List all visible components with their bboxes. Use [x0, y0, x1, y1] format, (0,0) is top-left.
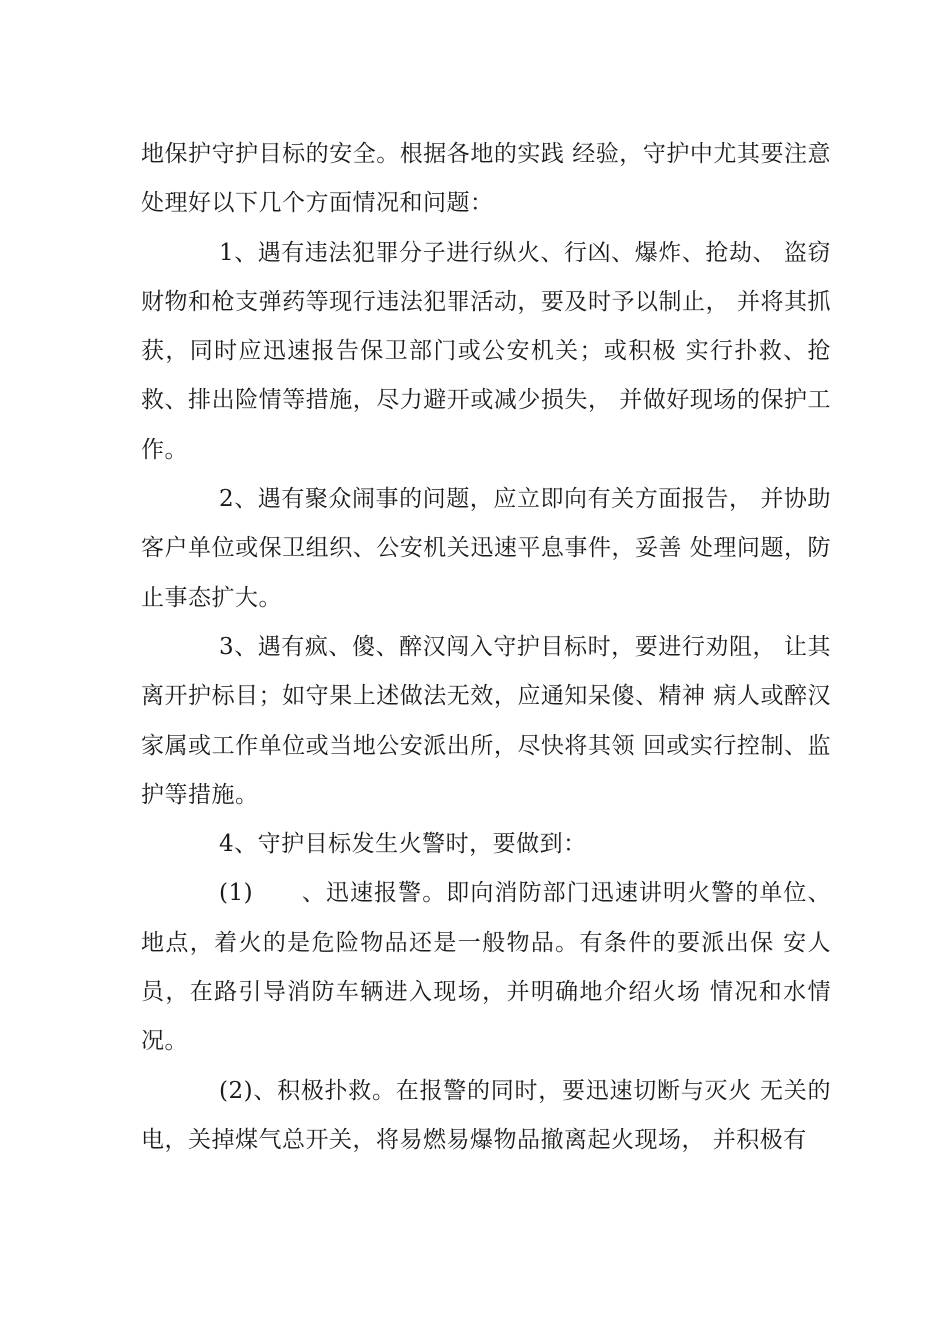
paragraph-subitem-2: (2)、积极扑救。在报警的同时，要迅速切断与灭火 无关的电，关掉煤气总开关，将易燃易爆物品撤离起火现场， 并积极有: [141, 1077, 831, 1153]
paragraph-intro: 地保护守护目标的安全。根据各地的实践 经验，守护中尤其要注意处理好以下几个方面情况和问题：: [141, 141, 831, 217]
paragraph-item-3: 3、遇有疯、傻、醉汉闯入守护目标时，要进行劝阻， 让其离开护标目；如守果上述做法无效，应通知呆傻、精神 病人或醉汉家属或工作单位或当地公安派出所，尽快将其领 回或实行控制、监护等措施。: [141, 633, 831, 808]
paragraph-item-4: 4、守护目标发生火警时，要做到：: [219, 831, 587, 858]
paragraph-item-2: 2、遇有聚众闹事的问题，应立即向有关方面报告， 并协助客户单位或保卫组织、公安机关迅速平息事件，妥善 处理问题，防止事态扩大。: [141, 486, 831, 611]
document-body: [141, 130, 831, 1165]
paragraph-subitem-1: (1) 、迅速报警。即向消防部门迅速讲明火警的单位、地点，着火的是危险物品还是一般物品。有条件的要派出保 安人员，在路引导消防车辆进入现场，并明确地介绍火场 情况和水情况。: [141, 880, 831, 1055]
paragraph-item-1: 1、遇有违法犯罪分子进行纵火、行凶、爆炸、抢劫、 盗窃财物和枪支弹药等现行违法犯罪活动，要及时予以制止， 并将其抓获，同时应迅速报告保卫部门或公安机关；或积极 实行扑救、抢救、排出险情等措施，尽力避开或减少损失， 并做好现场的保护工作。: [141, 239, 831, 463]
